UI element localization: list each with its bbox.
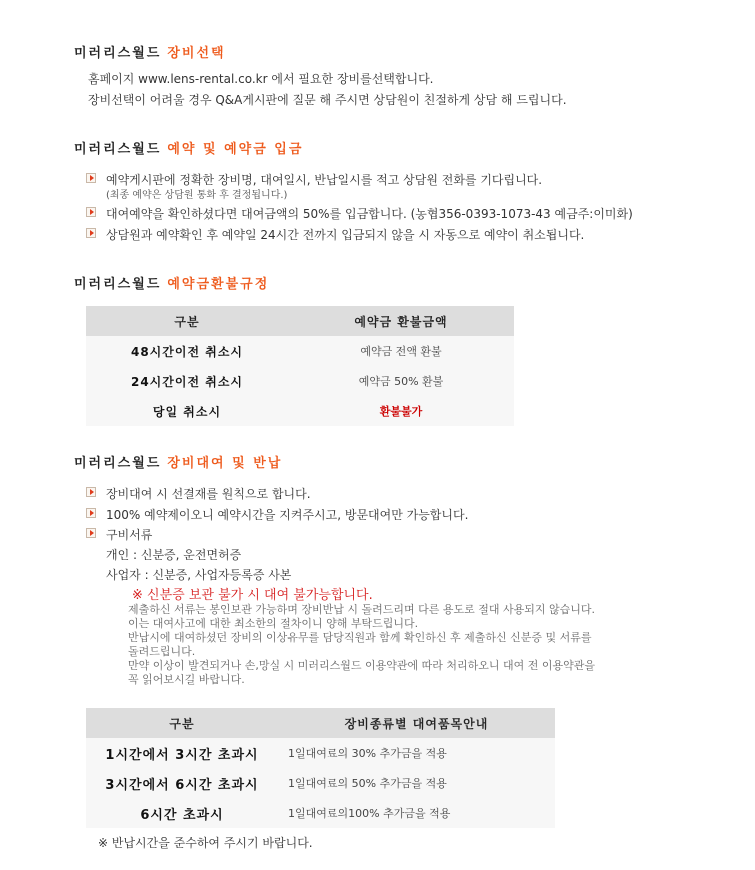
note-line: 돌려드립니다.	[128, 645, 196, 658]
arrow-bullet-icon	[86, 508, 96, 518]
table-header-row	[86, 306, 514, 336]
table-cell: 6시간 초과시	[86, 798, 278, 828]
table-cell: 1일대여료의 30% 추가금을 적용	[278, 738, 555, 768]
table-cell: 당일 취소시	[86, 396, 288, 426]
list-item-text: 예약게시판에 정확한 장비명, 대여일시, 반납일시를 적고 상담원 전화를 기다립니다.	[106, 173, 543, 187]
table-row	[86, 336, 514, 366]
section-heading: 장비대여 및 반납	[167, 456, 283, 471]
table-header: 구분	[86, 708, 278, 738]
note-line: 만약 이상이 발견되거나 손,망실 시 미러리스월드 이용약관에 따라 처리하오니 대여 전 이용약관을	[128, 659, 595, 672]
table-cell: 1시간에서 3시간 초과시	[86, 738, 278, 768]
table-row	[86, 366, 514, 396]
return-footnote: ※ 반납시간을 준수하여 주시기 바랍니다.	[98, 836, 313, 850]
note-line: 꼭 읽어보시길 바랍니다.	[128, 673, 245, 686]
table-cell: 3시간에서 6시간 초과시	[86, 768, 278, 798]
section-title-refund	[74, 273, 269, 292]
brand-label: 미러리스월드	[74, 277, 162, 292]
intro-line: 홈페이지 www.lens-rental.co.kr 에서 필요한 장비를선택합니다.	[88, 72, 434, 86]
table-header: 예약금 환불금액	[288, 306, 514, 336]
table-cell: 1일대여료의 50% 추가금을 적용	[278, 768, 555, 798]
section-heading: 예약 및 예약금 입금	[167, 142, 304, 157]
table-header: 장비종류별 대여품목안내	[278, 708, 555, 738]
list-item	[86, 526, 152, 543]
list-item-text: 상담원과 예약확인 후 예약일 24시간 전까지 입금되지 않을 시 자동으로 예약이 취소됩니다.	[106, 228, 585, 242]
arrow-bullet-icon	[86, 173, 96, 183]
note-line: 반납시에 대여하셨던 장비의 이상유무를 담당직원과 함께 확인하신 후 제출하신 신분증 및 서류를	[128, 631, 592, 644]
table-cell: 예약금 전액 환불	[288, 336, 514, 366]
list-item	[86, 506, 468, 523]
section-title-equipment	[74, 42, 226, 61]
list-item	[86, 226, 584, 243]
late-fee-table	[86, 708, 555, 828]
table-cell: 환불불가	[288, 396, 514, 426]
section-title-rental-return	[74, 452, 282, 471]
brand-label: 미러리스월드	[74, 142, 162, 157]
table-row	[86, 798, 555, 828]
list-item-text: 구비서류	[106, 528, 153, 542]
list-item	[86, 485, 311, 502]
refund-table	[86, 306, 514, 426]
docs-personal: 개인 : 신분증, 운전면허증	[106, 548, 242, 562]
id-warning: ※ 신분증 보관 불가 시 대여 불가능합니다.	[132, 588, 373, 603]
note-line: 제출하신 서류는 봉인보관 가능하며 장비반납 시 돌려드리며 다른 용도로 절대 사용되지 않습니다.	[128, 603, 595, 616]
brand-label: 미러리스월드	[74, 46, 162, 61]
table-cell: 예약금 50% 환불	[288, 366, 514, 396]
list-item	[86, 205, 633, 222]
note-line: 이는 대여사고에 대한 최소한의 절차이니 양해 부탁드립니다.	[128, 617, 419, 630]
arrow-bullet-icon	[86, 487, 96, 497]
table-cell: 24시간이전 취소시	[86, 366, 288, 396]
list-item-text: 100% 예약제이오니 예약시간을 지켜주시고, 방문대여만 가능합니다.	[106, 508, 469, 522]
docs-business: 사업자 : 신분증, 사업자등록증 사본	[106, 568, 292, 582]
section-heading: 예약금환불규정	[167, 277, 270, 292]
table-cell: 1일대여료의100% 추가금을 적용	[278, 798, 555, 828]
section-heading: 장비선택	[167, 46, 226, 61]
arrow-bullet-icon	[86, 528, 96, 538]
list-item-text: 대여예약을 확인하셨다면 대여금액의 50%를 입금합니다. (농협356-0393-1073-43 예금주:이미화)	[106, 207, 633, 221]
arrow-bullet-icon	[86, 207, 96, 217]
reservation-note: (최종 예약은 상담원 통화 후 결정됩니다.)	[106, 190, 288, 201]
table-header-row	[86, 708, 555, 738]
section-title-reservation	[74, 138, 303, 157]
table-cell: 48시간이전 취소시	[86, 336, 288, 366]
brand-label: 미러리스월드	[74, 456, 162, 471]
table-row	[86, 768, 555, 798]
table-header: 구분	[86, 306, 288, 336]
arrow-bullet-icon	[86, 228, 96, 238]
table-row	[86, 396, 514, 426]
list-item-text: 장비대여 시 선결재를 원칙으로 합니다.	[106, 487, 311, 501]
table-row	[86, 738, 555, 768]
intro-line: 장비선택이 어려울 경우 Q&A게시판에 질문 해 주시면 상담원이 친절하게 상담 해 드립니다.	[88, 93, 567, 107]
